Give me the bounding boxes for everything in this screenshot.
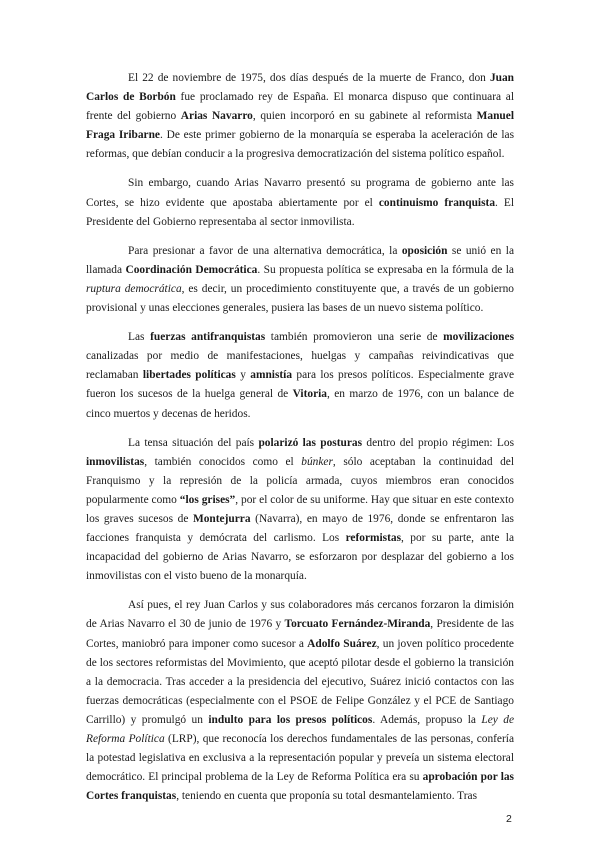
text-run: , también conocidos como el [144,455,302,468]
text-run: . Además, propuso la [372,713,482,726]
paragraph-6 [86,596,514,806]
bold-term: amnistía [250,369,293,382]
paragraph-2 [86,174,514,231]
bold-term: polarizó las posturas [258,436,363,449]
bold-term: Vitoria [292,388,327,401]
text-run: (Navarra), en mayo de 1976, donde se enfrentaron las facciones franquista y demócrata del carlismo. Los [86,512,514,545]
text-run: . El Presidente del Gobierno representaba al sector inmovilista. [86,196,514,228]
text-run: , quien incorporó en su gabinete al reformista [252,110,477,123]
bold-term: “los grises” [179,493,236,506]
text-run: se unió en la llamada [86,244,514,276]
text-run: . De este primer gobierno de la monarquía se esperaba la aceleración de las reformas, que debían conducir a la progresiva democratización del sistema político español. [86,129,515,161]
bold-term: indulto para los presos políticos [208,713,373,726]
text-run: Así pues, el rey Juan Carlos y sus colaboradores más cercanos forzaron la dimisión de Arias Navarro el 30 de junio de 1976 y [86,599,514,631]
text-run: para los presos políticos. Especialmente grave fueron los sucesos de la huelga general de [86,369,515,401]
paragraph-4 [86,328,514,423]
text-run: , en marzo de 1976, con un balance de cinco muertos y decenas de heridos. [86,388,514,420]
bold-term: continuismo franquista [378,196,496,209]
bold-term: fuerzas antifranquistas [150,331,266,344]
text-run: canalizadas por medio de manifestaciones, huelgas y campañas reivindicativas que reclamaban [86,350,514,382]
text-run: . Su propuesta política se expresaba en la fórmula de la [257,263,514,276]
bold-term: Coordinación Democrática [125,263,258,276]
text-run: y [235,369,251,382]
text-run: (LRP), que reconocía los derechos fundamentales de las personas, confería la potestad legislativa en exclusiva a la representación popular y preveía un sistema electoral democrático. El principal problema de la Ley de Reforma Política era su [86,733,515,784]
italic-term: búnker [301,455,333,468]
text-run: La tensa situación del país [128,436,259,449]
text-run: , es decir, un procedimiento constituyente que, a través de un gobierno provisional y unas elecciones generales, pusiera las bases de un nuevo sistema político. [86,282,514,315]
text-run: , por el color de su uniforme. Hay que situar en este contexto los graves sucesos de [86,493,514,525]
paragraph-5 [86,434,514,587]
text-run: Sin embargo, cuando Arias Navarro presentó su programa de gobierno ante las Cortes, se hizo evidente que apostaba abiertamente por el [86,177,514,209]
bold-term: Montejurra [192,512,251,525]
bold-term: reformistas [345,532,402,545]
text-run: , un joven político procedente de los sectores reformistas del Movimiento, que aceptó pilotar desde el gobierno la transición a la democracia. Tras acceder a la presidencia del ejecutivo, Suárez inició contactos con las fuerzas democráticas (especialmente con el PSOE de Felipe González y el PCE de Santiago Carrillo) y promulgó un [86,637,514,726]
text-run: , por su parte, ante la incapacidad del gobierno de Arias Navarro, se esforzaron por desplazar del gobierno a los inmovilistas con el visto bueno de la monarquía. [86,532,515,583]
bold-term: Adolfo Suárez [307,637,377,650]
body-text [86,69,514,816]
text-run: El 22 de noviembre de 1975, dos días después de la muerte de Franco, don [128,72,490,84]
text-run: fue proclamado rey de España. El monarca dispuso que continuara al frente del gobierno [86,91,514,123]
text-run: Para presionar a favor de una alternativa democrática, la [128,244,402,257]
text-run: dentro del propio régimen: Los [362,436,515,449]
text-run: también promovieron una serie de [265,331,444,344]
text-run: Las [128,331,151,344]
bold-term: movilizaciones [443,331,515,344]
paragraph-3 [86,242,514,318]
italic-term: ruptura democrática [86,282,182,295]
text-run: , teniendo en cuenta que proponía su total desmantelamiento. Tras [176,790,478,803]
bold-term: libertades políticas [142,369,236,382]
bold-term: Manuel Fraga Iribarne [86,110,514,142]
bold-term: Arias Navarro [180,110,253,123]
bold-term: Torcuato Fernández-Miranda [284,618,431,631]
bold-term: oposición [401,244,448,257]
text-run: , Presidente de las Cortes, maniobró para imponer como sucesor a [86,618,514,650]
bold-term: inmovilistas [86,455,145,468]
italic-term: Ley de Reforma Política [86,713,515,745]
bold-term: aprobación por las Cortes franquistas [86,771,514,803]
paragraph-1 [86,69,514,164]
bold-term: Juan Carlos de Borbón [86,72,514,104]
page-number: 2 [506,813,512,825]
text-run: , sólo aceptaban la continuidad del Franquismo y la represión de la policía armada, cuyos miembros eran conocidos popularmente como [86,455,514,506]
